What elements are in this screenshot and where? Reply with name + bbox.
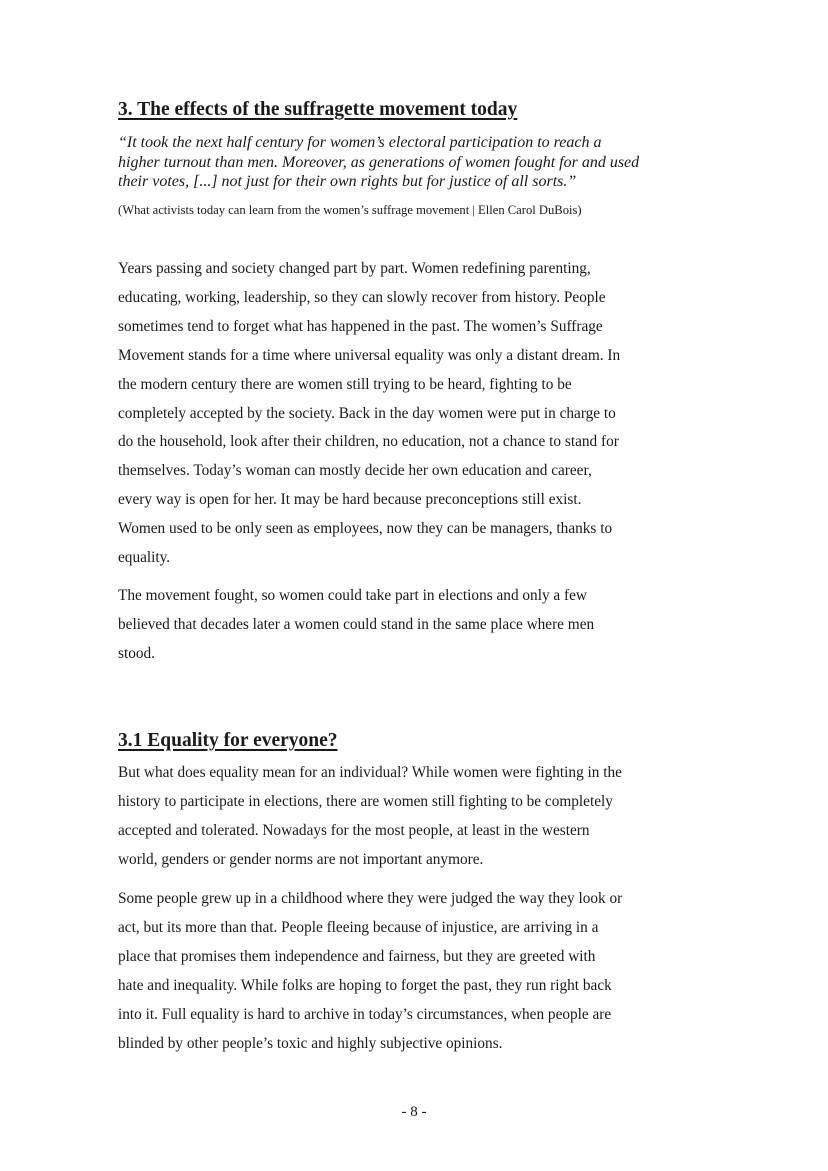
- body-paragraph: [118, 255, 678, 573]
- paragraph-line: Movement stands for a time where universal equality was only a distant dream. In: [118, 346, 621, 364]
- paragraph-line: Some people grew up in a childhood where they were judged the way they look or: [118, 890, 623, 907]
- paragraph-line: The movement fought, so women could take part in elections and only a few: [118, 587, 587, 604]
- paragraph-line: sometimes tend to forget what has happened in the past. The women’s Suffrage: [118, 317, 603, 335]
- paragraph-line: accepted and tolerated. Nowadays for the most people, at least in the western: [118, 821, 590, 839]
- body-paragraph: [118, 582, 678, 669]
- paragraph-line: blinded by other people’s toxic and highly subjective opinions.: [118, 1034, 503, 1052]
- paragraph-line: believed that decades later a women could stand in the same place where men: [118, 615, 595, 633]
- paragraph-line: world, genders or gender norms are not important anymore.: [118, 850, 484, 868]
- paragraph-line: the modern century there are women still trying to be heard, fighting to be: [118, 375, 572, 393]
- paragraph-line: hate and inequality. While folks are hoping to forget the past, they run right back: [118, 976, 612, 994]
- paragraph-line: Years passing and society changed part by part. Women redefining parenting,: [118, 260, 591, 277]
- paragraph-line: act, but its more than that. People fleeing because of injustice, are arriving in a: [118, 918, 599, 936]
- block-quote: [118, 133, 678, 192]
- section-heading: 3. The effects of the suffragette movement today: [118, 99, 518, 120]
- subsection-heading: 3.1 Equality for everyone?: [118, 730, 338, 751]
- paragraph-line: every way is open for her. It may be hard because preconceptions still exist.: [118, 491, 582, 509]
- paragraph-line: stood.: [118, 644, 155, 662]
- page-number: - 8 -: [401, 1104, 427, 1120]
- paragraph-line: equality.: [118, 549, 171, 567]
- paragraph-line: completely accepted by the society. Back in the day women were put in charge to: [118, 404, 616, 422]
- body-paragraph: [118, 885, 678, 1058]
- paragraph-line: do the household, look after their children, no education, not a chance to stand for: [118, 433, 619, 451]
- paragraph-line: educating, working, leadership, so they can slowly recover from history. People: [118, 288, 606, 306]
- quote-line: “It took the next half century for women’s electoral participation to reach a: [118, 134, 602, 151]
- quote-line: their votes, [...] not just for their own rights but for justice of all sorts.”: [118, 173, 577, 190]
- paragraph-line: history to participate in elections, there are women still fighting to be completely: [118, 792, 613, 810]
- paragraph-line: But what does equality mean for an individual? While women were fighting in the: [118, 764, 622, 781]
- body-paragraph: [118, 759, 678, 875]
- paragraph-line: Women used to be only seen as employees, now they can be managers, thanks to: [118, 520, 613, 538]
- quote-citation: (What activists today can learn from the women’s suffrage movement | Ellen Carol DuBois): [118, 203, 582, 217]
- paragraph-line: place that promises them independence and fairness, but they are greeted with: [118, 947, 596, 965]
- paragraph-line: into it. Full equality is hard to archive in today’s circumstances, when people are: [118, 1005, 612, 1023]
- paragraph-line: themselves. Today’s woman can mostly decide her own education and career,: [118, 462, 592, 480]
- quote-line: higher turnout than men. Moreover, as generations of women fought for and used: [118, 153, 640, 171]
